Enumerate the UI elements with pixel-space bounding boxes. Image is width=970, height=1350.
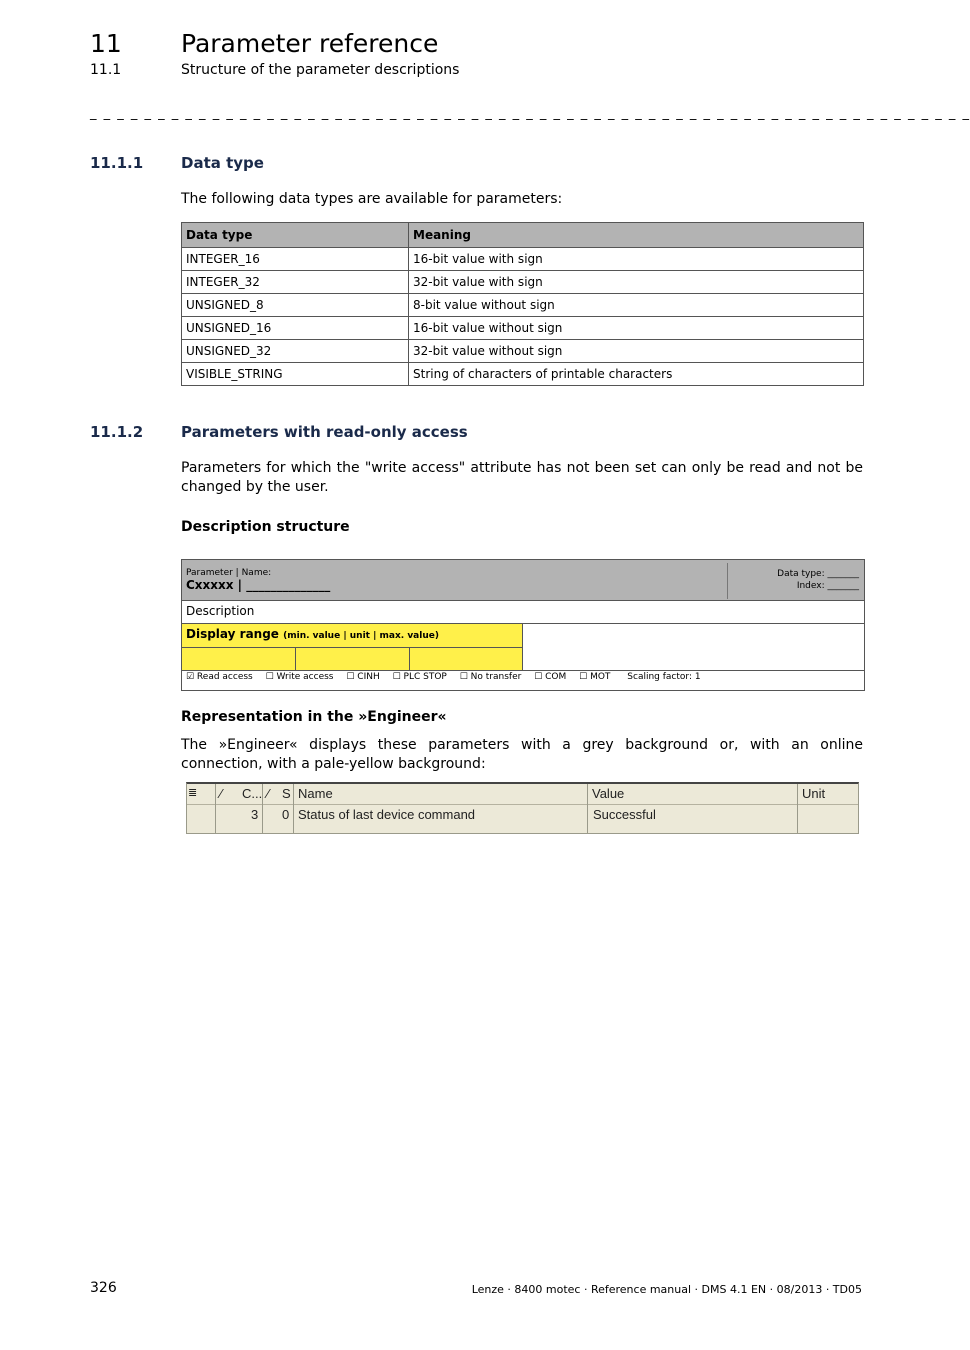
table-row bbox=[182, 363, 864, 386]
read-only-intro: Parameters for which the "write access" attribute has not been set can only be read and not be changed by the user. bbox=[181, 460, 863, 495]
table-cell: INTEGER_32 bbox=[182, 271, 409, 294]
parameter-code-placeholder: Cxxxxx | ______________ bbox=[186, 578, 331, 592]
description-label: Description bbox=[186, 604, 255, 618]
subsection-number-read-only: 11.1.2 bbox=[90, 423, 144, 441]
table-row bbox=[182, 340, 864, 363]
table-cell: VISIBLE_STRING bbox=[182, 363, 409, 386]
table-row bbox=[182, 317, 864, 340]
grid-cell-code: 3 bbox=[251, 807, 259, 822]
table-header-data-type: Data type bbox=[182, 223, 409, 248]
engineer-heading: Representation in the »Engineer« bbox=[181, 709, 447, 725]
table-cell: 8-bit value without sign bbox=[409, 294, 864, 317]
write-access-flag: ☐ Write access bbox=[265, 672, 334, 682]
header-separator: _ _ _ _ _ _ _ _ _ _ _ _ _ _ _ _ _ _ _ _ _ _ _ _ _ _ _ _ _ _ _ _ _ _ _ _ _ _ _ _ _ _ _ _ _ _ _ _ _ _ _ _ _ _ _ _ _ _ _ _ _ _ _ _ _ bbox=[90, 106, 970, 121]
grid-cell-value: Successful bbox=[593, 807, 656, 822]
max-value-cell bbox=[410, 648, 523, 671]
header-divider bbox=[727, 563, 728, 599]
no-transfer-flag: ☐ No transfer bbox=[459, 672, 522, 682]
description-structure-heading: Description structure bbox=[181, 519, 350, 535]
plc-stop-flag: ☐ PLC STOP bbox=[392, 672, 447, 682]
section-number: 11.1 bbox=[90, 62, 122, 78]
grid-header-code: C... bbox=[242, 786, 263, 801]
subsection-title-data-type: Data type bbox=[181, 154, 264, 172]
description-header bbox=[182, 560, 864, 601]
table-cell: 16-bit value with sign bbox=[409, 248, 864, 271]
access-flags bbox=[186, 672, 711, 682]
subsection-number-data-type: 11.1.1 bbox=[90, 154, 144, 172]
table-cell: UNSIGNED_32 bbox=[182, 340, 409, 363]
scaling-factor: Scaling factor: 1 bbox=[627, 672, 701, 682]
read-access-flag: ☑ Read access bbox=[186, 672, 253, 682]
display-range-header bbox=[182, 624, 523, 648]
table-row bbox=[182, 271, 864, 294]
row-selector-icon: ≣ bbox=[188, 787, 198, 799]
data-type-intro: The following data types are available for parameters: bbox=[181, 191, 563, 207]
mot-flag: ☐ MOT bbox=[579, 672, 611, 682]
com-flag: ☐ COM bbox=[534, 672, 567, 682]
min-value-cell bbox=[182, 648, 296, 671]
table-cell: UNSIGNED_8 bbox=[182, 294, 409, 317]
grid-header-value: Value bbox=[592, 786, 625, 801]
subsection-title-read-only: Parameters with read-only access bbox=[181, 423, 468, 441]
table-cell: String of characters of printable characters bbox=[409, 363, 864, 386]
grid-header-name: Name bbox=[298, 786, 333, 801]
grid-cell-subcode: 0 bbox=[282, 807, 290, 822]
data-type-table bbox=[181, 222, 864, 386]
table-row bbox=[182, 294, 864, 317]
chapter-number: 11 bbox=[90, 29, 122, 58]
table-cell: 32-bit value without sign bbox=[409, 340, 864, 363]
page-number: 326 bbox=[90, 1280, 117, 1296]
display-range-label: Display range bbox=[186, 627, 279, 641]
table-row bbox=[182, 248, 864, 271]
document-info: Lenze · 8400 motec · Reference manual · DMS 4.1 EN · 08/2013 · TD05 bbox=[471, 1283, 862, 1296]
parameter-name-label: Parameter | Name: bbox=[186, 568, 272, 578]
grid-header-unit: Unit bbox=[802, 786, 826, 801]
footer-divider bbox=[182, 670, 864, 671]
table-cell: UNSIGNED_16 bbox=[182, 317, 409, 340]
table-cell: INTEGER_16 bbox=[182, 248, 409, 271]
chapter-title: Parameter reference bbox=[181, 29, 439, 58]
grid-cell-name: Status of last device command bbox=[298, 807, 476, 822]
table-cell: 32-bit value with sign bbox=[409, 271, 864, 294]
sort-icon: ⁄ bbox=[220, 786, 223, 801]
section-title: Structure of the parameter descriptions bbox=[181, 62, 460, 78]
display-range-sublabel: (min. value | unit | max. value) bbox=[283, 631, 439, 641]
unit-cell bbox=[296, 648, 410, 671]
description-row bbox=[182, 601, 864, 624]
sort-icon: ⁄ bbox=[267, 786, 270, 801]
description-structure-box bbox=[181, 559, 865, 691]
engineer-parameter-grid bbox=[186, 782, 859, 834]
data-type-label: Data type: _______ bbox=[777, 569, 859, 579]
table-header-meaning: Meaning bbox=[409, 223, 864, 248]
engineer-text: The »Engineer« displays these parameters with a grey background or, with an online connection, with a pale-yellow background: bbox=[181, 737, 863, 772]
grid-header-subcode: S bbox=[282, 786, 291, 801]
cinh-flag: ☐ CINH bbox=[346, 672, 380, 682]
table-cell: 16-bit value without sign bbox=[409, 317, 864, 340]
index-label: Index: _______ bbox=[796, 581, 859, 591]
